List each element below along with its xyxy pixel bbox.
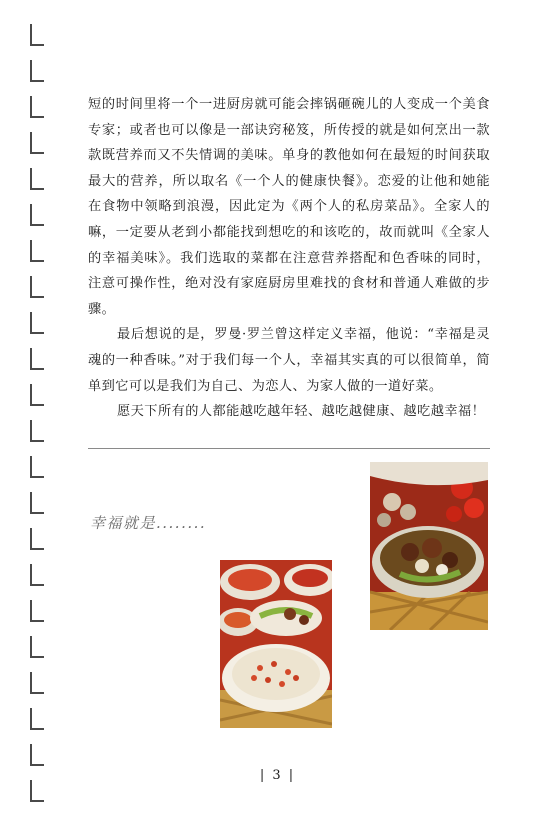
binding-ring — [30, 168, 44, 190]
binding-ring — [30, 204, 44, 226]
binding-ring — [30, 528, 44, 550]
binding-ring — [30, 780, 44, 802]
binding-ring — [30, 312, 44, 334]
binding-ring — [30, 636, 44, 658]
binding-ring — [30, 708, 44, 730]
page-number: | 3 | — [259, 768, 296, 783]
binding-ring — [30, 600, 44, 622]
binding-ring — [30, 24, 44, 46]
binding-ring — [30, 240, 44, 262]
paragraph-1: 短的时间里将一个一进厨房就可能会摔锅砸碗儿的人变成一个美食专家；或者也可以像是一部诀窍秘笈，所传授的就是如何烹出一款款既营养而又不失情调的美味。单身的教他如何在最短的时间获取最大的营养，所以取名《一个人的健康快餐》。恋爱的让他和她能在食物中领略到浪漫，因此定为《两个人的私房菜品》。全家人的嘛，一定要从老到小都能找到想吃的和该吃的，故而就叫《全家人的幸福美味》。我们选取的菜都在注意营养搭配和色香味的同时，注意可操作性，绝对没有家庭厨房里难找的食材和普通人难做的步骤。 — [88, 97, 490, 317]
binding-ring — [30, 96, 44, 118]
binding-ring — [30, 132, 44, 154]
rice-illustration — [220, 560, 332, 728]
paragraph-2: 最后想说的是，罗曼·罗兰曾这样定义幸福，他说：“幸福是灵魂的一种香味。”对于我们每一个人，幸福其实真的可以很简单，简单到它可以是我们为自己、为恋人、为家人做的一道好菜。 — [88, 327, 490, 394]
food-photo-rice — [220, 560, 332, 728]
body-text — [88, 92, 490, 425]
divider-rule — [88, 448, 490, 449]
binding-ring — [30, 420, 44, 442]
paragraph-3: 愿天下所有的人都能越吃越年轻、越吃越健康、越吃越幸福！ — [117, 404, 486, 420]
binding-ring — [30, 384, 44, 406]
binding-ring — [30, 276, 44, 298]
stew-illustration — [370, 462, 488, 630]
binding-ring — [30, 564, 44, 586]
binding-ring — [30, 672, 44, 694]
binding-ring — [30, 744, 44, 766]
binding-ring — [30, 456, 44, 478]
binding-ring — [30, 348, 44, 370]
binding-ring — [30, 492, 44, 514]
spiral-binding — [0, 0, 60, 826]
binding-ring — [30, 60, 44, 82]
handwritten-caption: 幸福就是........ — [90, 514, 207, 532]
food-photo-stew — [370, 462, 488, 630]
